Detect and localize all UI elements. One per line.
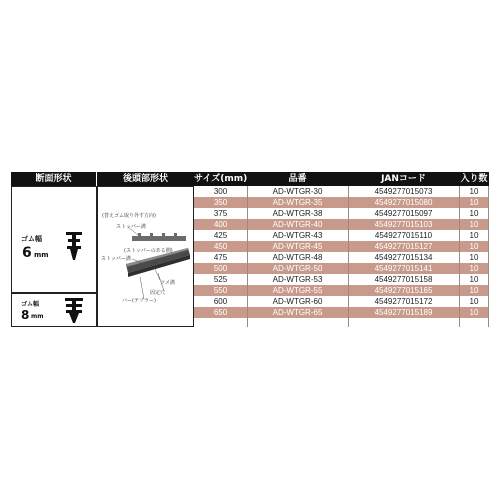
profile-8mm-cell	[11, 293, 97, 327]
row-qty: 10	[469, 253, 479, 262]
row-qty: 10	[469, 275, 479, 284]
header-jan: JANコード	[348, 172, 459, 186]
row-jan: 4549277015073	[374, 187, 433, 196]
row-part-no: AD-WTGR-30	[272, 187, 323, 196]
label-stopper-groove-2: ストッパー溝	[101, 256, 131, 262]
header-profile: 断面形状	[11, 172, 96, 186]
row-jan: 4549277015189	[374, 308, 433, 317]
row-qty: 10	[469, 209, 479, 218]
table-row	[194, 252, 489, 263]
row-part-no: AD-WTGR-35	[272, 198, 323, 207]
row-jan: 4549277015127	[374, 242, 433, 251]
label-stopper-groove: ストッパー溝	[116, 224, 146, 230]
column-divider	[247, 186, 248, 327]
row-size: 500	[213, 264, 228, 273]
rubber-profile-6mm-icon	[65, 230, 83, 266]
header-qty: 入り数	[460, 174, 488, 184]
row-qty: 10	[469, 242, 479, 251]
profile-6mm-value: 6	[22, 245, 32, 261]
table-row	[194, 274, 489, 285]
row-qty: 10	[469, 297, 479, 306]
row-qty: 10	[469, 220, 479, 229]
row-size: 600	[213, 297, 228, 306]
table-row	[194, 285, 489, 296]
row-qty: 10	[469, 198, 479, 207]
header-size: サイズ(mm)	[194, 174, 248, 184]
label-claw-groove: ツメ溝	[160, 280, 175, 286]
row-part-no: AD-WTGR-50	[272, 264, 323, 273]
column-divider	[488, 186, 489, 327]
table-row	[194, 208, 489, 219]
label-bar: バー(テプラー)	[122, 298, 156, 304]
row-part-no: AD-WTGR-65	[272, 308, 323, 317]
row-part-no: AD-WTGR-45	[272, 242, 323, 251]
row-jan: 4549277015110	[374, 231, 433, 240]
row-size: 475	[213, 253, 228, 262]
spec-table	[11, 172, 489, 327]
table-row	[194, 241, 489, 252]
header-part-no: 品番	[247, 172, 348, 186]
table-row	[194, 230, 489, 241]
header-rear-shape: 後頭部形状	[97, 172, 194, 186]
row-qty: 10	[469, 308, 479, 317]
row-qty: 10	[469, 286, 479, 295]
row-size: 375	[213, 209, 228, 218]
row-part-no: AD-WTGR-53	[272, 275, 323, 284]
row-part-no: AD-WTGR-43	[272, 231, 323, 240]
column-divider	[459, 186, 460, 327]
table-row	[194, 263, 489, 274]
row-qty: 10	[469, 187, 479, 196]
row-size: 400	[213, 220, 228, 229]
row-part-no: AD-WTGR-38	[272, 209, 323, 218]
profile-8mm-unit: mm	[31, 313, 44, 320]
profile-6mm-label: ゴム幅	[21, 235, 42, 243]
label-insert-direction: (替えゴム取り外す方向)	[102, 213, 156, 219]
row-size: 300	[213, 187, 228, 196]
row-part-no: AD-WTGR-60	[272, 297, 323, 306]
row-jan: 4549277015103	[374, 220, 433, 229]
row-size: 550	[213, 286, 228, 295]
row-jan: 4549277015080	[374, 198, 433, 207]
row-size: 525	[213, 275, 228, 284]
rear-shape-cell	[97, 186, 194, 327]
row-size: 350	[213, 198, 228, 207]
row-size: 650	[213, 308, 228, 317]
row-part-no: AD-WTGR-48	[272, 253, 323, 262]
rubber-profile-8mm-icon	[64, 297, 84, 325]
label-stopper-side: (ストッパーのある側)	[124, 248, 173, 254]
row-jan: 4549277015097	[374, 209, 433, 218]
row-qty: 10	[469, 231, 479, 240]
profile-6mm-unit: mm	[34, 251, 49, 259]
table-row	[194, 219, 489, 230]
profile-6mm-cell	[11, 186, 97, 293]
row-jan: 4549277015158	[374, 275, 433, 284]
row-part-no: AD-WTGR-40	[272, 220, 323, 229]
row-size: 450	[213, 242, 228, 251]
profile-8mm-value: 8	[21, 308, 30, 322]
column-divider	[348, 186, 349, 327]
table-row	[194, 197, 489, 208]
table-row	[194, 307, 489, 318]
table-row	[194, 296, 489, 307]
row-jan: 4549277015134	[374, 253, 433, 262]
row-jan: 4549277015165	[374, 286, 433, 295]
row-jan: 4549277015172	[374, 297, 433, 306]
row-jan: 4549277015141	[374, 264, 433, 273]
row-part-no: AD-WTGR-55	[272, 286, 323, 295]
table-row	[194, 186, 489, 197]
label-fixed-hole: 固定穴	[150, 290, 166, 296]
row-qty: 10	[469, 264, 479, 273]
row-size: 425	[213, 231, 228, 240]
profile-8mm-label: ゴム幅	[21, 301, 40, 308]
